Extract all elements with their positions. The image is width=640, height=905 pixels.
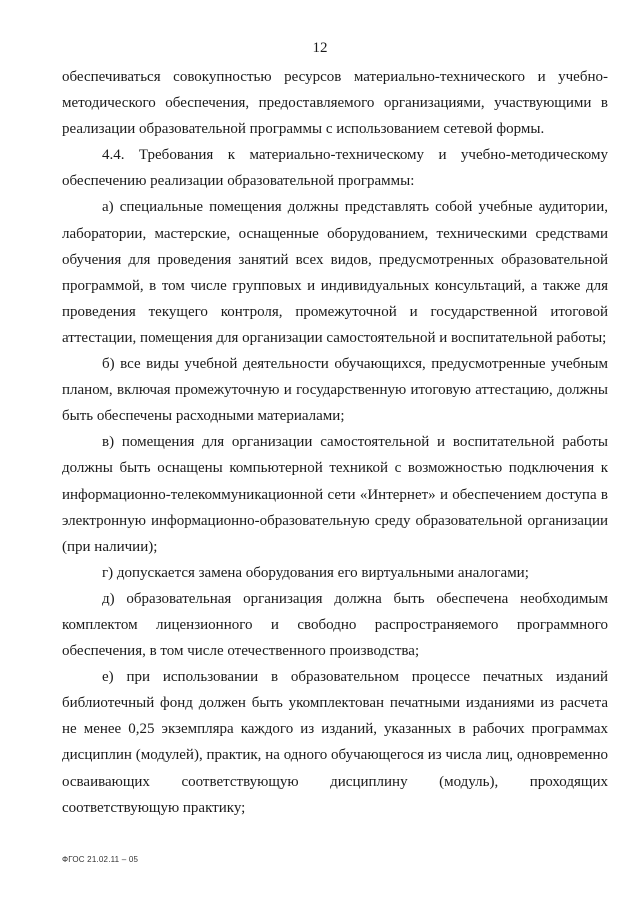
paragraph-section-4-4: 4.4. Требования к материально-техническому и учебно-методическому обеспечению реализации образовательной программы: (62, 147, 608, 190)
page-number: 12 (312, 40, 328, 56)
paragraph-item-v: в) помещения для организации самостоятельной и воспитательной работы должны быть оснащены компьютерной техникой с возможностью подключения к информационно-телекоммуникационной сети «Интернет» и обеспечением доступа в электронную информационно-образовательную среду образовательной организации (при наличии); (62, 434, 608, 555)
footer-document-code: ФГОС 21.02.11 – 05 (62, 855, 139, 864)
paragraph-item-g: г) допускается замена оборудования его виртуальными аналогами; (102, 564, 529, 581)
paragraph-continuation: обеспечиваться совокупностью ресурсов материально-технического и учебно-методического обеспечения, предоставляемого организациями, участвующими в реализации образовательной программы с использованием сетевой формы. (62, 69, 608, 138)
paragraph-item-b: б) все виды учебной деятельности обучающихся, предусмотренные учебным планом, включая промежуточную и государственную итоговую аттестацию, должны быть обеспечены расходными материалами; (62, 356, 608, 425)
document-body (62, 64, 608, 821)
paragraph-item-a: а) специальные помещения должны представлять собой учебные аудитории, лаборатории, мастерские, оснащенные оборудованием, техническими средствами обучения для проведения занятий всех видов, предусмотренных образовательной программой, в том числе групповых и индивидуальных консультаций, а также для проведения текущего контроля, промежуточной и государственной итоговой аттестации, помещения для организации самостоятельной и воспитательной работы; (62, 199, 608, 346)
paragraph-item-d: д) образовательная организация должна быть обеспечена необходимым комплектом лицензионного и свободно распространяемого программного обеспечения, в том числе отечественного производства; (62, 590, 608, 660)
paragraph-item-e: е) при использовании в образовательном процессе печатных изданий библиотечный фонд должен быть укомплектован печатными изданиями из расчета не менее 0,25 экземпляра каждого из изданий, указанных в рабочих программах дисциплин (модулей), практик, на одного обучающегося из числа лиц, одновременно осваивающих соответствующую дисциплину (модуль), проходящих соответствующую практику; (62, 669, 608, 816)
